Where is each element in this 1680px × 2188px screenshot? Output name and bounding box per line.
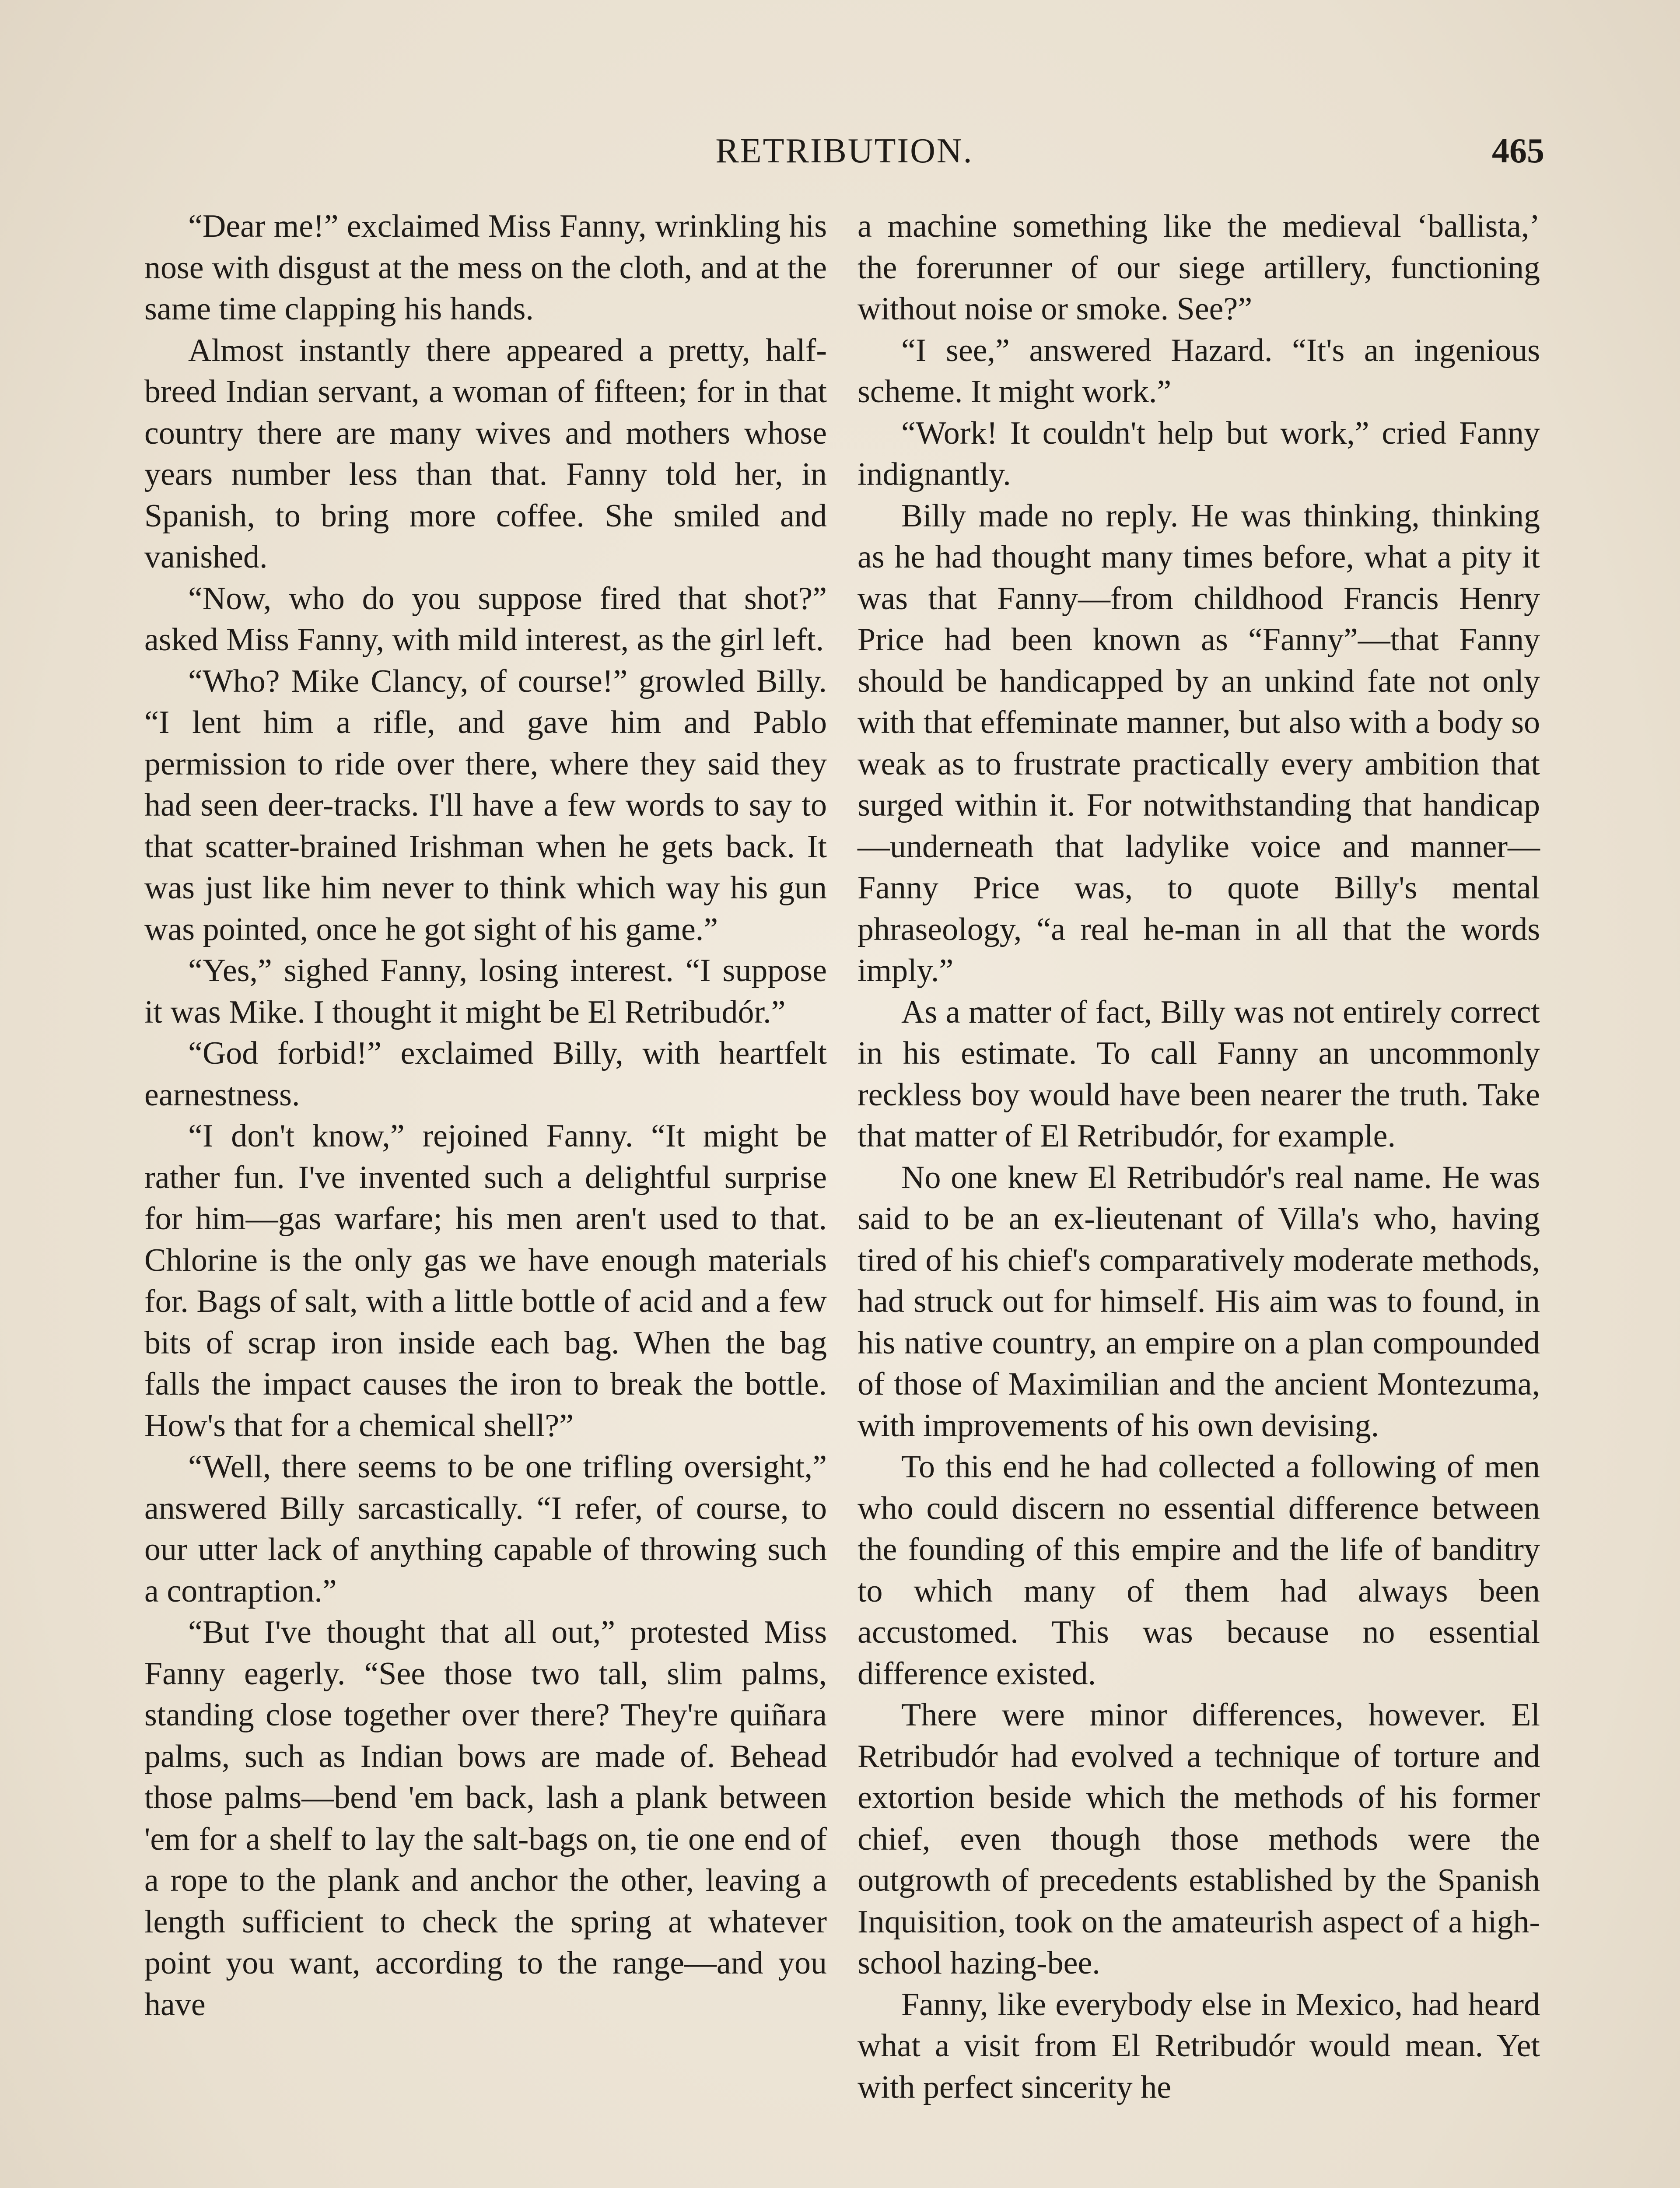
- running-head: [144, 131, 1544, 179]
- paragraph: No one knew El Retribudór's real name. He was said to be an ex-lieutenant of Villa's who, having tired of his chief's comparatively moderate methods, had struck out for himself. His aim was to found, in his native country, an empire on a plan compounded of those of Maximilian and the ancient Montezuma, with improvements of his own devising.: [858, 1159, 1540, 1444]
- paragraph: “Yes,” sighed Fanny, losing interest. “I suppose it was Mike. I thought it might be El Retribudór.”: [144, 953, 827, 1030]
- paragraph: “I don't know,” rejoined Fanny. “It might be rather fun. I've invented such a delightful surprise for him—gas warfare; his men aren't used to that. Chlorine is the only gas we have enough materials for. Bags of salt, with a little bottle of acid and a few bits of scrap iron inside each bag. When the bag falls the impact causes the iron to break the bottle. How's that for a chemical shell?”: [144, 1118, 827, 1444]
- paragraph: There were minor differences, however. El Retribudór had evolved a technique of torture and extortion beside which the methods of his former chief, even though those methods were the outgrowth of precedents established by the Spanish Inquisition, took on the amateurish aspect of a high-school hazing-bee.: [858, 1697, 1540, 1981]
- page-number: 465: [1492, 132, 1544, 170]
- left-column: [144, 206, 827, 2025]
- paragraph: “I see,” answered Hazard. “It's an ingenious scheme. It might work.”: [858, 332, 1540, 410]
- paragraph: Almost instantly there appeared a pretty, half-breed Indian servant, a woman of fifteen; for in that country there are many wives and mothers whose years number less than that. Fanny told her, in Spanish, to bring more coffee. She smiled and vanished.: [144, 332, 827, 575]
- paragraph: “Dear me!” exclaimed Miss Fanny, wrinkling his nose with disgust at the mess on the cloth, and at the same time clapping his hands.: [144, 208, 827, 327]
- paragraph: To this end he had collected a following of men who could discern no essential difference between the founding of this empire and the life of banditry to which many of them had always been accustomed. This was because no essential difference existed.: [858, 1449, 1540, 1692]
- paragraph: “But I've thought that all out,” protested Miss Fanny eagerly. “See those two tall, slim palms, standing close together over there? They're quiñara palms, such as Indian bows are made of. Behead those palms—bend 'em back, lash a plank between 'em for a shelf to lay the salt-bags on, tie one end of a rope to the plank and anchor the other, leaving a length sufficient to check the spring at whatever point you want, according to the range—and you have: [144, 1614, 827, 2023]
- right-column: [858, 206, 1540, 2108]
- running-title: RETRIBUTION.: [715, 132, 973, 170]
- paragraph: “Now, who do you suppose fired that shot?” asked Miss Fanny, with mild interest, as the girl left.: [144, 580, 827, 658]
- paragraph: “God forbid!” exclaimed Billy, with heartfelt earnestness.: [144, 1035, 827, 1113]
- paragraph: “Work! It couldn't help but work,” cried Fanny indignantly.: [858, 415, 1540, 492]
- paragraph: As a matter of fact, Billy was not entirely correct in his estimate. To call Fanny an uncommonly reckless boy would have been nearer the truth. Take that matter of El Retribudór, for example.: [858, 994, 1540, 1154]
- paragraph: “Well, there seems to be one trifling oversight,” answered Billy sarcastically. “I refer, of course, to our utter lack of anything capable of throwing such a contraption.”: [144, 1449, 827, 1609]
- paragraph: a machine something like the medieval ‘ballista,’ the forerunner of our siege artillery, functioning without noise or smoke. See?”: [858, 208, 1540, 327]
- paragraph: Fanny, like everybody else in Mexico, had heard what a visit from El Retribudór would mean. Yet with perfect sincerity he: [858, 1986, 1540, 2105]
- paragraph: Billy made no reply. He was thinking, thinking as he had thought many times before, what a pity it was that Fanny—from childhood Francis Henry Price had been known as “Fanny”—that Fanny should be handicapped by an unkind fate not only with that effeminate manner, but also with a body so weak as to frustrate practically every ambition that surged within it. For notwithstanding that handicap—underneath that ladylike voice and manner—Fanny Price was, to quote Billy's mental phraseology, “a real he-man in all that the words imply.”: [858, 498, 1540, 989]
- paragraph: “Who? Mike Clancy, of course!” growled Billy. “I lent him a rifle, and gave him and Pablo permission to ride over there, where they said they had seen deer-tracks. I'll have a few words to say to that scatter-brained Irishman when he gets back. It was just like him never to think which way his gun was pointed, once he got sight of his game.”: [144, 663, 827, 947]
